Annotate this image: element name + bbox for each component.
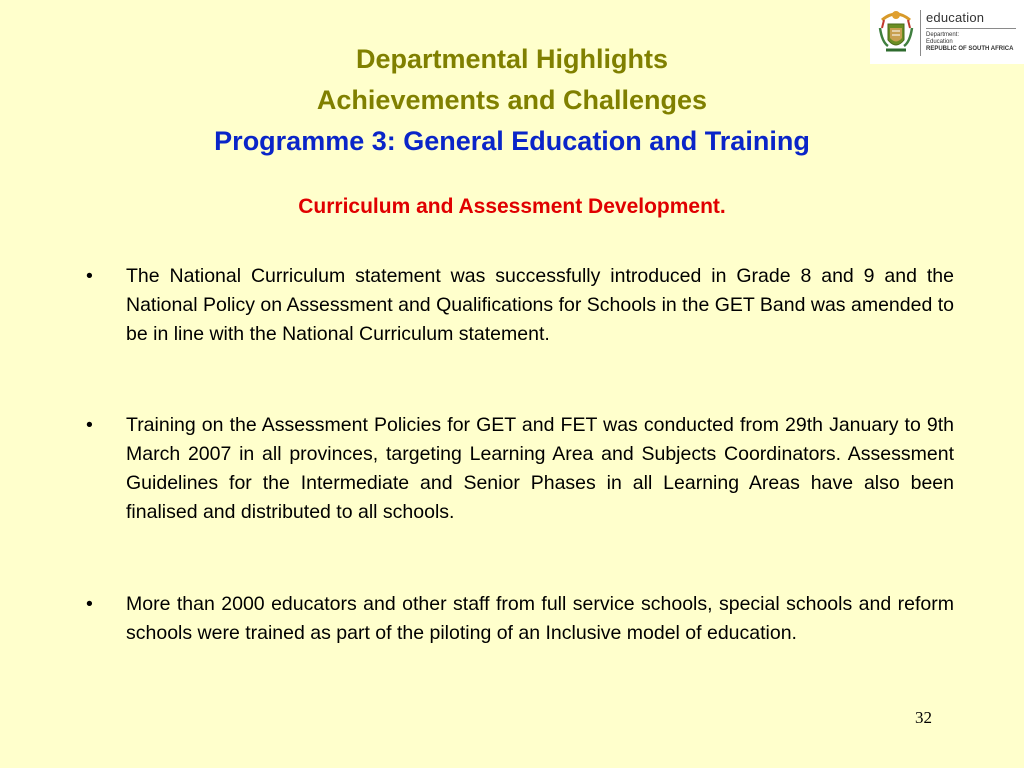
bullet-item: [86, 262, 954, 349]
bullet-text: The National Curriculum statement was successfully introduced in Grade 8 and 9 and the National Policy on Assessment and Qualifications for Schools in the GET Band was amended to be in line with the National Curriculum statement.: [126, 265, 954, 345]
logo-education-label: Education: [926, 39, 953, 45]
section-subheading: Curriculum and Assessment Development.: [298, 195, 726, 218]
bullet-item: [86, 590, 954, 648]
logo-country-label: REPUBLIC OF SOUTH AFRICA: [926, 46, 1014, 52]
title-line-2: Achievements and Challenges: [316, 85, 708, 115]
bullet-marker: •: [86, 593, 93, 615]
bullet-marker: •: [86, 265, 93, 287]
logo-wordmark: education: [926, 10, 985, 25]
logo-department-label: Department:: [926, 32, 960, 38]
page-number: 32: [915, 708, 932, 727]
bullet-marker: •: [86, 414, 93, 436]
title-line-1: Departmental Highlights: [355, 44, 669, 74]
bullet-text: Training on the Assessment Policies for GET and FET was conducted from 29th January to 9th March 2007 in all provinces, targeting Learning Area and Subjects Coordinators. Assessment Guidelines for the Intermediate and Senior Phases in all Learning Areas have also been finalised and distributed to all schools.: [126, 414, 954, 523]
title-line-3: Programme 3: General Education and Training: [214, 126, 810, 156]
logo-rule: [926, 28, 1016, 29]
bullet-text: More than 2000 educators and other staff from full service schools, special schools and reform schools were trained as part of the piloting of an Inclusive model of education.: [126, 593, 954, 644]
bullet-item: [86, 411, 954, 527]
